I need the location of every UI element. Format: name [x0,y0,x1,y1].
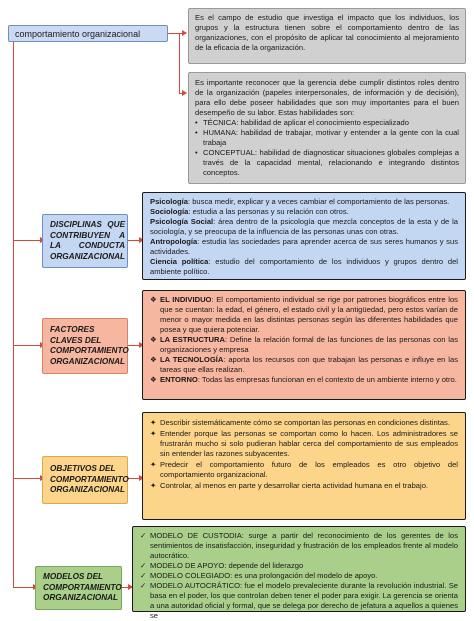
disciplina-item: Sociología: estudia a las personas y su relación con otros. [150,207,349,216]
star-bullet-icon: ✦ [150,481,157,490]
skill-item: • TÉCNICA: habilidad de aplicar el conocimiento especializado [195,118,409,127]
connector-to-objetivos [13,478,42,479]
modelo-item: ✓ MODELO DE CUSTODIA: surge a partir del reconocimiento de los gerentes de los sentimientos de insatisfacción, inseguridad y frustración de los empleados frente al modelo autocrático. [140,531,458,560]
diamond-bullet-icon: ❖ [150,375,157,384]
connector-arrow-gerencia [182,90,187,96]
factor-item: ❖ LA TECNOLOGÍA: aporta los recursos con que trabajan las personas e influye en las tareas que ellas realizan. [150,355,458,374]
factor-item: ❖ EL INDIVIDUO: El comportamiento individual se rige por patrones biográficos entre los que se cuentan: la edad, el género, el estado civil y la antigüedad, pero estos varían de menor o mayor medida en las distintas personas según las diferentes habilidades que posea y que quiera potenciar. [150,295,458,334]
gerencia-box [188,72,466,184]
definition-text: Es el campo de estudio que investiga el impacto que los individuos, los grupos y la estructura tienen sobre el comportamiento dentro de las organizaciones, con el propósito de aplicar tal conocimiento al mejoramiento de la eficacia de la organización. [195,13,459,52]
diamond-bullet-icon: ❖ [150,295,157,304]
disciplinas-label-box [42,214,128,268]
objetivo-item: ✦ Describir sistemáticamente cómo se comportan las personas en condiciones distintas. [150,418,450,427]
disciplina-item: Antropología: estudia las sociedades para aprender acerca de sus seres humanos y sus actividades. [150,237,458,256]
objetivos-content [142,412,466,520]
objetivo-item: ✦ Predecir el comportamiento futuro de los empleados es otro objetivo del comportamiento organizacional. [150,460,458,479]
connector-to-modelos [13,587,35,588]
skill-item: • HUMANA: habilidad de trabajar, motivar y entender a la gente con la cual trabaja [195,128,459,147]
modelo-item: ✓ MODELO AUTOCRÁTICO: fue el modelo prevaleciente durante la revolución industrial. Se basa en el poder, los que controlan deben tener el poder para exigir. La gerencia se orienta a una autoridad oficial y formal, que se delega por derecho de jefatura a aquellos a quienes se [140,581,458,620]
objetivos-label-box [42,456,128,504]
factores-content [142,290,466,400]
connector-to-disciplinas [13,240,42,241]
modelo-item: ✓ MODELO COLEGIADO: es una prolongación del modelo de apoyo. [140,571,378,580]
check-icon: ✓ [140,561,147,570]
star-bullet-icon: ✦ [150,460,157,469]
disciplina-item: Psicología: busca medir, explicar y a veces cambiar el comportamiento de las personas. [150,197,450,206]
disciplina-item: Psicología Social: área dentro de la psicología que mezcla conceptos de la esta y de la sociología, y se preocupa de la influencia de las personas unas con otras. [150,217,458,236]
connector-arrow-definition [182,30,187,36]
diamond-bullet-icon: ❖ [150,355,157,364]
star-bullet-icon: ✦ [150,418,157,427]
factor-item: ❖ ENTORNO: Todas las empresas funcionan en el contexto de un ambiente interno y otro. [150,375,457,384]
disciplinas-content [142,192,466,280]
disciplina-item: Ciencia política: estudio del comportamiento de los individuos y grupos dentro del ambiente político. [150,257,458,276]
gerencia-intro: Es importante reconocer que la gerencia debe cumplir distintos roles dentro de la organización (papeles interpersonales, de información y de decisión), para ello debe poseer habilidades que son muy importantes para el buen desempeño de su labor. Estas habilidades son: [195,78,459,117]
diamond-bullet-icon: ❖ [150,335,157,344]
objetivos-label: OBJETIVOS DEL COMPORTAMIENTO ORGANIZACIONAL [50,464,129,495]
connector-trunk [13,42,14,587]
modelo-item: ✓ MODELO DE APOYO: depende del liderazgo [140,561,304,570]
modelos-content [132,526,466,620]
objetivo-item: ✦ Controlar, al menos en parte y desarrollar cierta actividad humana en el trabajo. [150,481,429,490]
check-icon: ✓ [140,571,147,580]
connector-to-factores [13,345,42,346]
objetivo-item: ✦ Entender porque las personas se comportan como lo hacen. Los administradores se frustrarán mucho si solo pudieran hablar cerca del comportamiento de sus empleados sin entender las razones subyacentes. [150,429,458,458]
star-bullet-icon: ✦ [150,429,157,438]
factores-label-box [42,318,128,374]
factor-item: ❖ LA ESTRUCTURA: Define la relación formal de las funciones de las personas con las organizaciones y empresa [150,335,458,354]
factores-label: FACTORES CLAVES DEL COMPORTAMIENTO ORGANIZACIONAL [50,325,129,366]
disciplinas-label: DISCIPLINAS QUE CONTRIBUYEN A LA CONDUCTA ORGANIZACIONAL [50,220,126,261]
modelos-label: MODELOS DEL COMPORTAMIENTO ORGANIZACIONAL [43,572,122,603]
definition-box [188,8,466,64]
root-title: comportamiento organizacional [8,25,168,42]
skill-item: • CONCEPTUAL: habilidad de diagnosticar situaciones globales complejas a través de la capacidad mental, relacionando e integrando distintos conceptos. [195,148,459,177]
modelos-label-box [35,566,122,610]
check-icon: ✓ [140,581,147,590]
connector-definition-to-gerencia [179,33,180,93]
check-icon: ✓ [140,531,147,540]
